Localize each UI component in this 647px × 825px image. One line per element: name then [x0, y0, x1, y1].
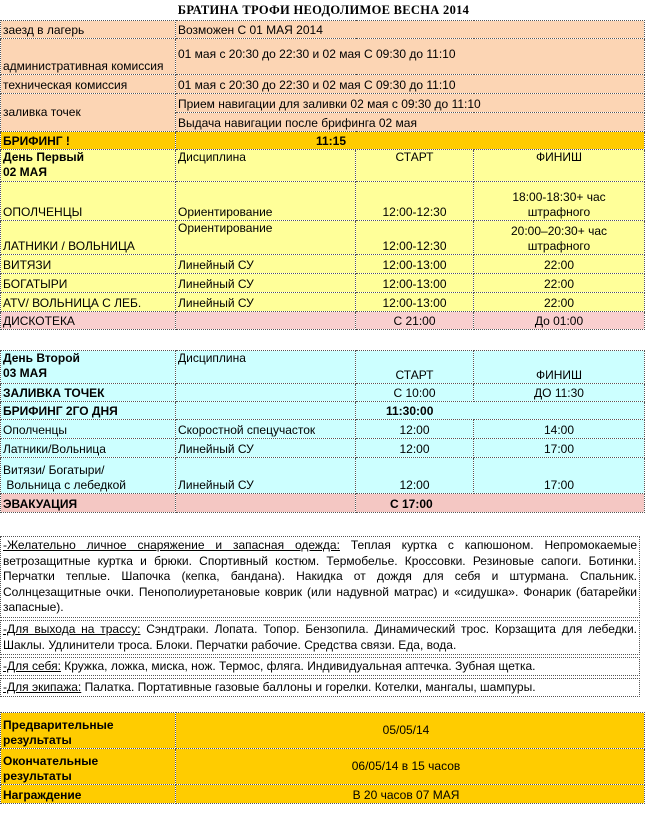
prelim-value: 01 мая с 20:30 до 22:30 и 02 мая С 09:30 до 11:10 [176, 39, 645, 75]
day2-start: 12:00 [356, 420, 474, 439]
day1-start: 12:00-13:00 [356, 274, 474, 293]
note-body: Теплая куртка с капюшоном. Непромокаемые ветрозащитные куртка и брюки. Спортивный костюм. Термобелье. Кроссовки. Резиновые сапоги. Ботинки. Перчатки теплые. Шапочка (кепка, бандана). Накидка от дождя для себя и штурмана. Спальник. Солнцезащитные очки. Пенополиуретановые коврик (или надувной матрас) и «сидушка». Фонарик (батарейки запасные). [3, 538, 638, 614]
note-head: -Для себя: [3, 659, 61, 673]
day1-finish: 22:00 [474, 255, 645, 274]
day2-fill-label: ЗАЛИВКА ТОЧЕК [1, 384, 176, 402]
disco-label: ДИСКОТЕКА [1, 312, 176, 330]
day2-fill-start: С 10:00 [356, 384, 474, 402]
evac-label: ЭВАКУАЦИЯ [1, 494, 176, 513]
day1-finish: 22:00 [474, 293, 645, 312]
day1-start: 12:00-12:30 [356, 182, 474, 221]
schedule-day1-table [0, 20, 645, 330]
day1-finish-line2: штрафного [527, 205, 591, 219]
day2-start: 12:00 [356, 458, 474, 494]
note-head: -Для экипажа: [3, 680, 82, 694]
note-body: Палатка. Портативные газовые баллоны и горелки. Котелки, мангалы, шампуры. [81, 680, 536, 694]
day2-discipline: Линейный СУ [176, 439, 356, 458]
day2-title [1, 351, 176, 384]
results-row [1, 785, 645, 804]
note-crew [0, 678, 640, 697]
results-label-line1: Предварительные [3, 718, 114, 732]
day1-finish: 22:00 [474, 274, 645, 293]
day1-row [1, 182, 645, 221]
day2-title-line1: День Второй [3, 351, 80, 365]
note-track [0, 620, 640, 655]
day2-row [1, 439, 645, 458]
day1-header-finish: ФИНИШ [474, 150, 645, 182]
day2-header-start: СТАРТ [356, 351, 474, 384]
evac-time: С 17:00 [356, 494, 645, 513]
day1-discipline: Линейный СУ [176, 274, 356, 293]
day1-discipline: Линейный СУ [176, 293, 356, 312]
results-label-line1: Окончательные [3, 754, 99, 768]
day1-row [1, 274, 645, 293]
day1-row [1, 255, 645, 274]
day2-start: 12:00 [356, 439, 474, 458]
day1-class: ATV/ ВОЛЬНИЦА С ЛЕБ. [1, 293, 176, 312]
day2-class: Латники/Вольница [1, 439, 176, 458]
day2-discipline: Линейный СУ [176, 458, 356, 494]
day2-briefing-empty [176, 402, 356, 420]
day1-finish-line2: штрафного [527, 239, 591, 253]
day1-discipline: Ориентирование [176, 182, 356, 221]
prelim-value: Прием навигации для заливки 02 мая с 09:30 до 11:10 [176, 94, 645, 113]
day2-title-line2: 03 МАЯ [3, 366, 47, 380]
day1-finish-line1: 20:00–20:30+ час [511, 224, 607, 238]
day2-briefing-row [1, 402, 645, 420]
day1-start: 12:00-13:00 [356, 255, 474, 274]
note-self [0, 657, 640, 676]
prelim-label: заезд в лагерь [1, 21, 176, 39]
day2-row [1, 458, 645, 494]
day2-fill-empty [176, 384, 356, 402]
results-label: Награждение [1, 785, 176, 804]
results-label-line2: результаты [3, 733, 72, 747]
day2-fill-finish: ДО 11:30 [474, 384, 645, 402]
day2-fill-row [1, 384, 645, 402]
prelim-label: техническая комиссия [1, 75, 176, 94]
prelim-row-tech [1, 75, 645, 94]
day2-class [1, 458, 176, 494]
day1-start: 12:00-13:00 [356, 293, 474, 312]
day2-header-row [1, 351, 645, 384]
prelim-value: Выдача навигации после брифинга 02 мая [176, 113, 645, 132]
results-row [1, 713, 645, 749]
results-value: В 20 часов 07 МАЯ [176, 785, 645, 804]
day1-discipline: Линейный СУ [176, 255, 356, 274]
results-row [1, 749, 645, 785]
prelim-label: заливка точек [1, 94, 176, 132]
prelim-row-admin [1, 39, 645, 75]
evac-empty [176, 494, 356, 513]
disco-row [1, 312, 645, 330]
prelim-row-arrival [1, 21, 645, 39]
day1-discipline: Ориентирование [176, 221, 356, 255]
prelim-row-fill [1, 94, 645, 113]
results-value: 06/05/14 в 15 часов [176, 749, 645, 785]
day1-class: ВИТЯЗИ [1, 255, 176, 274]
briefing-time: 11:15 [176, 132, 645, 150]
day1-finish-line1: 18:00-18:30+ час [512, 190, 606, 204]
day1-class: ОПОЛЧЕНЦЫ [1, 182, 176, 221]
results-label [1, 713, 176, 749]
results-label [1, 749, 176, 785]
note-equipment [0, 536, 640, 618]
day1-title-line2: 02 МАЯ [3, 165, 47, 179]
day2-finish: 14:00 [474, 420, 645, 439]
day1-finish [474, 221, 645, 255]
day1-header-discipline: Дисциплина [176, 150, 356, 182]
day2-finish: 17:00 [474, 458, 645, 494]
day2-row [1, 420, 645, 439]
day2-header-discipline: Дисциплина [176, 351, 356, 384]
results-label-line2: результаты [3, 769, 72, 783]
schedule-day2-table [0, 350, 645, 513]
day1-class: БОГАТЫРИ [1, 274, 176, 293]
note-body: Сэндтраки. Лопата. Топор. Бензопила. Динамический трос. Корзащита для лебедки. Шаклы. Удлинители троса. Блоки. Перчатки рабочие. Средства связи. Еда, вода. [3, 622, 637, 652]
day2-class-line1: Витязи/ Богатыри/ [3, 463, 105, 477]
results-value: 05/05/14 [176, 713, 645, 749]
day1-row [1, 221, 645, 255]
day1-class: ЛАТНИКИ / ВОЛЬНИЦА [1, 221, 176, 255]
day1-header-start: СТАРТ [356, 150, 474, 182]
day2-discipline: Скоростной спецучасток [176, 420, 356, 439]
day2-briefing-label: БРИФИНГ 2ГО ДНЯ [1, 402, 176, 420]
day1-row [1, 293, 645, 312]
briefing-label: БРИФИНГ ! [1, 132, 176, 150]
day1-finish [474, 182, 645, 221]
day2-class-line2: Вольница с лебедкой [3, 478, 126, 492]
day1-title-line1: День Первый [3, 150, 84, 164]
page-title: БРАТИНА ТРОФИ НЕОДОЛИМОЕ ВЕСНА 2014 [177, 3, 470, 17]
day2-class: Ополченцы [1, 420, 176, 439]
disco-start: С 21:00 [356, 312, 474, 330]
prelim-value: Возможен С 01 МАЯ 2014 [176, 21, 645, 39]
day1-start: 12:00-12:30 [356, 221, 474, 255]
note-head: -Желательно личное снаряжение и запасная одежда: [3, 538, 340, 552]
disco-empty [176, 312, 356, 330]
evac-row [1, 494, 645, 513]
day2-briefing-time: 11:30:00 [356, 402, 645, 420]
prelim-value: 01 мая с 20:30 до 22:30 и 02 мая С 09:30 до 11:10 [176, 75, 645, 94]
disco-finish: До 01:00 [474, 312, 645, 330]
day1-header-row [1, 150, 645, 182]
results-table [0, 712, 645, 804]
note-body: Кружка, ложка, миска, нож. Термос, фляга. Индивидуальная аптечка. Зубная щетка. [60, 659, 536, 673]
note-head: -Для выхода на трассу: [3, 622, 141, 636]
day2-header-finish: ФИНИШ [474, 351, 645, 384]
briefing-row [1, 132, 645, 150]
prelim-label: административная комиссия [1, 39, 176, 75]
day1-title [1, 150, 176, 182]
day2-finish: 17:00 [474, 439, 645, 458]
